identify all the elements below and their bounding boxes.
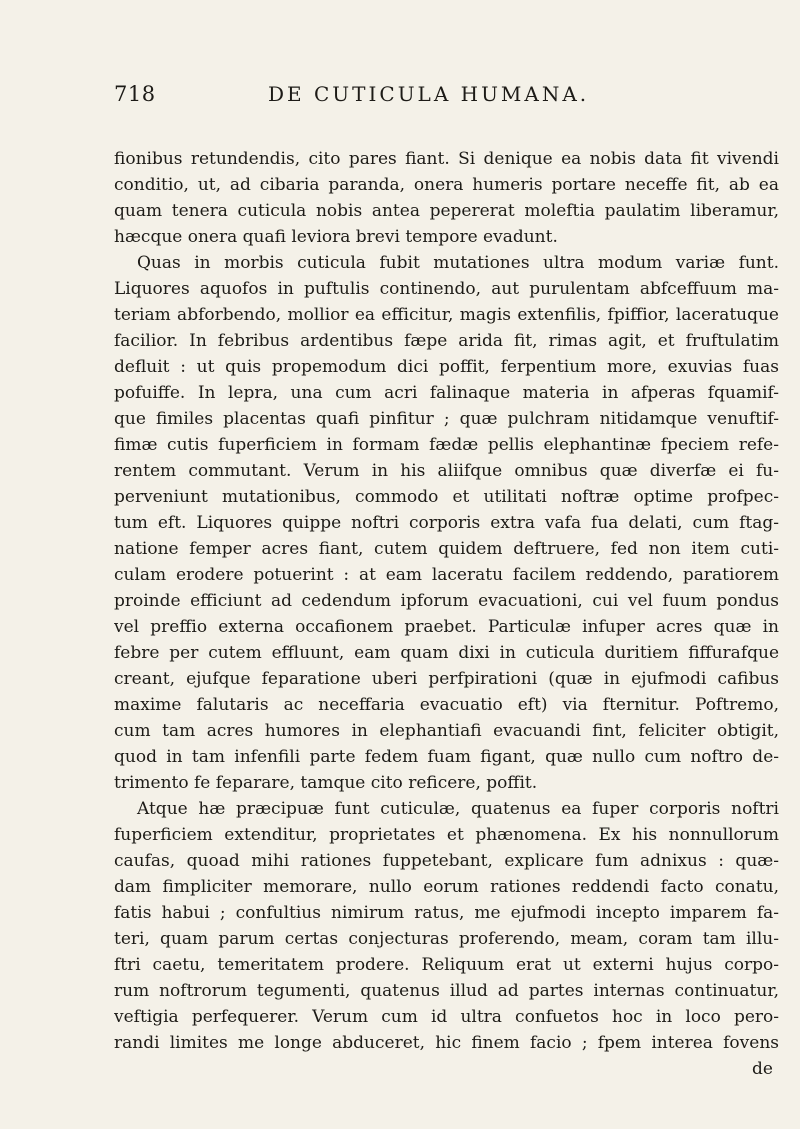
text-line: pofuiffe. In lepra, una cum acri falinaque materia in afperas fquamif- [114,383,779,403]
text-line: teriam abforbendo, mollior ea efficitur, magis extenfilis, fpiffior, laceratuque [114,305,779,325]
text-line: dam fimpliciter memorare, nullo eorum rationes reddendi facto conatu, [114,877,779,897]
catchword: de [752,1059,773,1079]
text-line: tum eft. Liquores quippe noftri corporis extra vafa fua delati, cum ftag- [114,513,779,533]
text-line: Liquores aquofos in puftulis continendo, aut purulentam abfceffuum ma- [114,279,779,299]
running-head: DE CUTICULA HUMANA. [268,82,590,106]
text-line: proinde efficiunt ad cedendum ipforum evacuationi, cui vel fuum pondus [114,591,779,611]
text-line: quam tenera cuticula nobis antea pepererat moleftia paulatim liberamur, [114,201,779,221]
text-line: fatis habui ; confultius nimirum ratus, me ejufmodi incepto imparem fa- [114,903,779,923]
text-line: natione femper acres fiant, cutem quidem deftruere, fed non item cuti- [114,539,779,559]
text-line: teri, quam parum certas conjecturas proferendo, meam, coram tam illu- [114,929,779,949]
text-line: randi limites me longe abduceret, hic finem facio ; fpem interea fovens [114,1033,779,1053]
text-line: fionibus retundendis, cito pares fiant. Si denique ea nobis data fit vivendi [114,149,779,169]
body-text [114,146,779,1082]
text-line: Atque hæ præcipuæ funt cuticulæ, quatenus ea fuper corporis noftri [137,799,779,819]
text-line: conditio, ut, ad cibaria paranda, onera humeris portare neceffe fit, ab ea [114,175,779,195]
text-line: facilior. In febribus ardentibus fæpe arida fit, rimas agit, et fruftulatim [114,331,779,351]
text-line: fuperficiem extenditur, proprietates et phænomena. Ex his nonnullorum [114,825,779,845]
text-line: defluit : ut quis propemodum dici poffit, ferpentium more, exuvias fuas [114,357,779,377]
text-line: rentem commutant. Verum in his aliifque omnibus quæ diverfæ ei fu- [114,461,779,481]
text-line: veftigia perfequerer. Verum cum id ultra confuetos hoc in loco pero- [114,1007,779,1027]
text-line: ftri caetu, temeritatem prodere. Reliquum erat ut externi hujus corpo- [114,955,779,975]
text-line: caufas, quoad mihi rationes fuppetebant, explicare fum adnixus : quæ- [114,851,779,871]
text-line: creant, ejufque feparatione uberi perfpirationi (quæ in ejufmodi cafibus [114,669,779,689]
page-header [114,82,774,116]
text-line: cum tam acres humores in elephantiafi evacuandi fint, feliciter obtigit, [114,721,779,741]
page-number: 718 [114,82,156,106]
text-line: fimæ cutis fuperficiem in formam fædæ pellis elephantinæ fpeciem refe- [114,435,779,455]
text-line: vel preffio externa occafionem praebet. Particulæ infuper acres quæ in [114,617,779,637]
text-line: que fimiles placentas quafi pinfitur ; quæ pulchram nitidamque venuftif- [114,409,779,429]
text-line: Quas in morbis cuticula fubit mutationes ultra modum variæ funt. [137,253,779,273]
text-line: rum noftrorum tegumenti, quatenus illud ad partes internas continuatur, [114,981,779,1001]
text-line: hæcque onera quafi leviora brevi tempore evadunt. [114,227,558,247]
text-line: quod in tam infenfili parte fedem fuam figant, quæ nullo cum noftro de- [114,747,779,767]
text-line: maxime falutaris ac neceffaria evacuatio eft) via fternitur. Poftremo, [114,695,779,715]
text-line: perveniunt mutationibus, commodo et utilitati noftræ optime profpec- [114,487,779,507]
text-line: trimento fe feparare, tamque cito reficere, poffit. [114,773,538,793]
text-line: culam erodere potuerint : at eam laceratu facilem reddendo, paratiorem [114,565,779,585]
text-line: febre per cutem effluunt, eam quam dixi in cuticula duritiem fiffurafque [114,643,779,663]
